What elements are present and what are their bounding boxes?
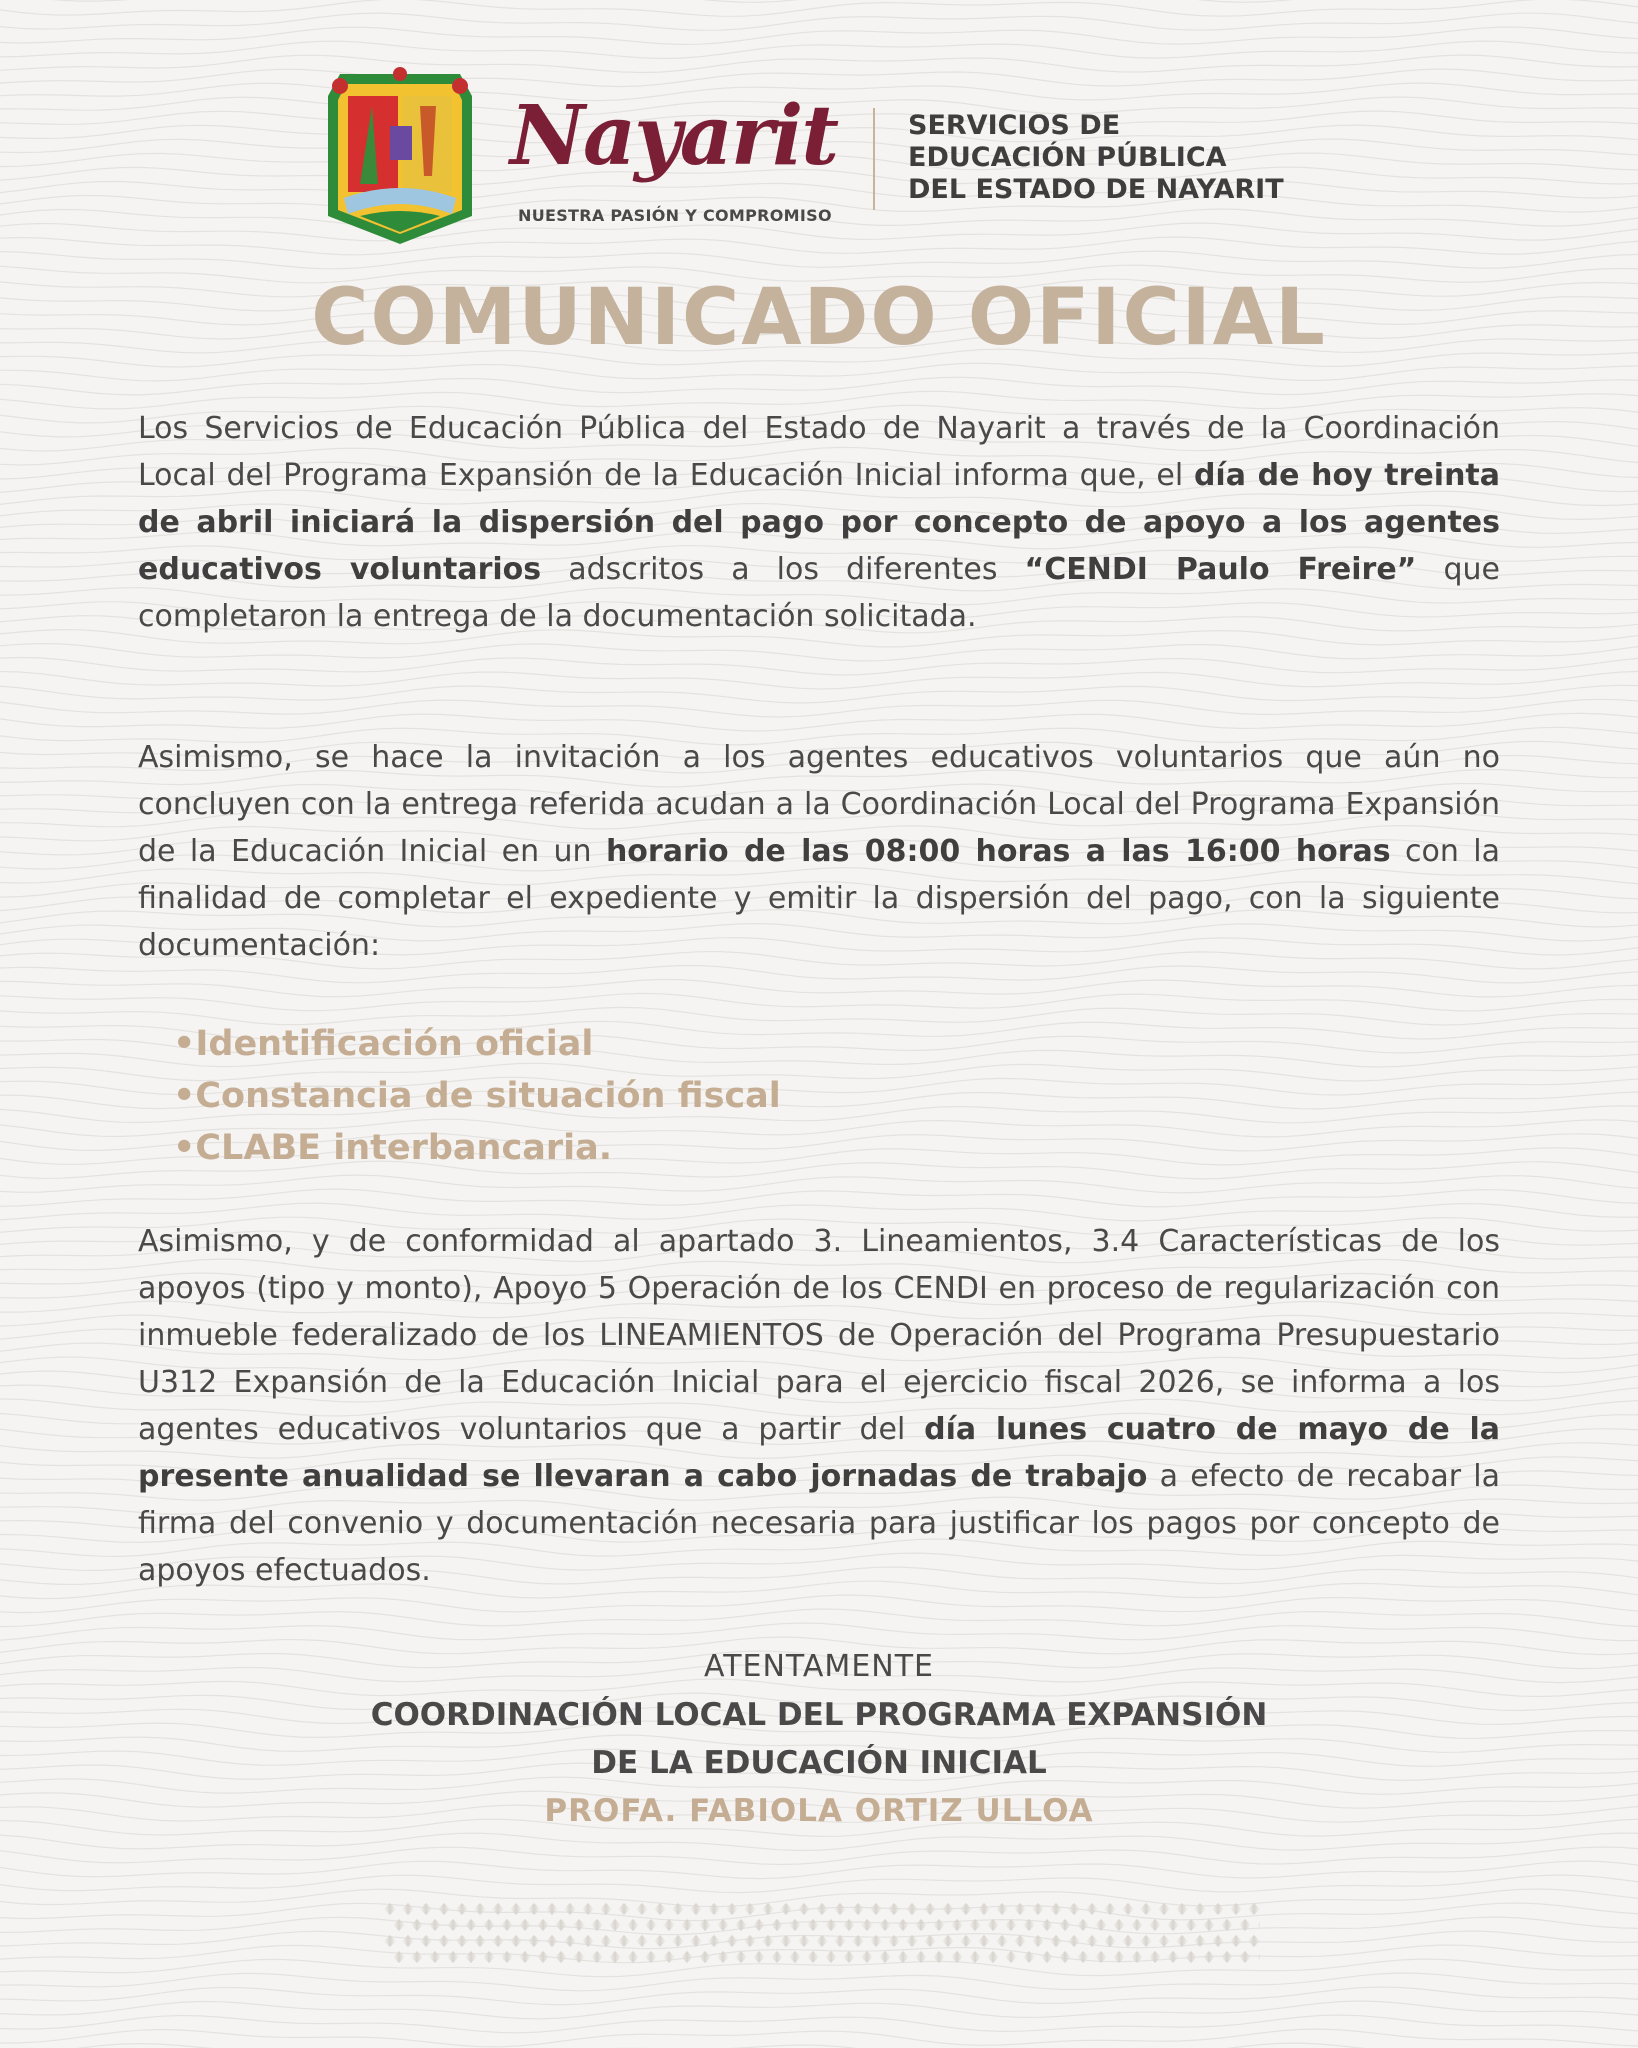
pattern-diamond bbox=[591, 1919, 603, 1931]
paragraph-text: Asimismo, se hace la invitación a los agentes educativos voluntarios que aún no concluyen con la entrega referida acudan a la Coordinación Local del Programa Expansión de la Educación Inicial en un bbox=[138, 740, 1500, 869]
pattern-diamond bbox=[654, 1935, 666, 1947]
pattern-diamond bbox=[969, 1951, 981, 1963]
pattern-diamond bbox=[654, 1903, 666, 1915]
paragraph-emphasis: “CENDI Paulo Freire” bbox=[1024, 552, 1417, 587]
pattern-diamond bbox=[708, 1903, 720, 1915]
pattern-diamond bbox=[663, 1951, 675, 1963]
pattern-diamond bbox=[1230, 1935, 1242, 1947]
pattern-diamond bbox=[834, 1935, 846, 1947]
pattern-diamond bbox=[906, 1935, 918, 1947]
pattern-diamond bbox=[1248, 1935, 1260, 1947]
pattern-diamond bbox=[1050, 1903, 1062, 1915]
pattern-diamond bbox=[1131, 1919, 1143, 1931]
pattern-diamond bbox=[735, 1919, 747, 1931]
paragraph-work-sessions bbox=[138, 1218, 1500, 1594]
pattern-diamond bbox=[843, 1951, 855, 1963]
pattern-diamond bbox=[1032, 1935, 1044, 1947]
pattern-diamond bbox=[609, 1951, 621, 1963]
pattern-diamond bbox=[798, 1935, 810, 1947]
agency-line: SERVICIOS DE bbox=[908, 110, 1121, 141]
brand-tagline: NUESTRA PASIÓN Y COMPROMISO bbox=[518, 206, 832, 225]
pattern-diamond bbox=[1185, 1951, 1197, 1963]
pattern-diamond bbox=[681, 1951, 693, 1963]
pattern-diamond bbox=[870, 1903, 882, 1915]
pattern-diamond bbox=[1086, 1935, 1098, 1947]
pattern-diamond bbox=[510, 1935, 522, 1947]
pattern-diamond bbox=[879, 1919, 891, 1931]
list-item: •Identificación oficial bbox=[173, 1024, 594, 1064]
pattern-diamond bbox=[474, 1903, 486, 1915]
pattern-diamond bbox=[789, 1919, 801, 1931]
pattern-diamond bbox=[762, 1903, 774, 1915]
pattern-diamond bbox=[870, 1935, 882, 1947]
header-divider bbox=[873, 108, 875, 210]
pattern-diamond bbox=[1185, 1919, 1197, 1931]
pattern-diamond bbox=[717, 1951, 729, 1963]
pattern-diamond bbox=[906, 1903, 918, 1915]
pattern-diamond bbox=[1140, 1903, 1152, 1915]
pattern-diamond bbox=[672, 1903, 684, 1915]
pattern-diamond bbox=[1068, 1935, 1080, 1947]
pattern-diamond bbox=[1176, 1935, 1188, 1947]
paragraph-text: con la finalidad de completar el expediente y emitir la dispersión del pago, con la siguiente documentación: bbox=[138, 834, 1501, 963]
pattern-diamond bbox=[483, 1919, 495, 1931]
pattern-diamond bbox=[681, 1919, 693, 1931]
pattern-diamond bbox=[492, 1903, 504, 1915]
pattern-diamond bbox=[582, 1903, 594, 1915]
pattern-diamond bbox=[564, 1903, 576, 1915]
pattern-diamond bbox=[411, 1919, 423, 1931]
pattern-diamond bbox=[456, 1935, 468, 1947]
pattern-diamond bbox=[690, 1903, 702, 1915]
pattern-diamond bbox=[438, 1903, 450, 1915]
pattern-diamond bbox=[474, 1935, 486, 1947]
pattern-diamond bbox=[816, 1935, 828, 1947]
paragraph-text: adscritos a los diferentes bbox=[541, 552, 1025, 587]
pattern-diamond bbox=[861, 1951, 873, 1963]
pattern-diamond bbox=[960, 1903, 972, 1915]
pattern-diamond bbox=[897, 1951, 909, 1963]
pattern-diamond bbox=[1077, 1951, 1089, 1963]
pattern-diamond bbox=[1167, 1919, 1179, 1931]
pattern-diamond bbox=[573, 1951, 585, 1963]
pattern-diamond bbox=[1086, 1903, 1098, 1915]
pattern-diamond bbox=[996, 1903, 1008, 1915]
pattern-diamond bbox=[951, 1919, 963, 1931]
pattern-diamond bbox=[618, 1935, 630, 1947]
pattern-diamond bbox=[861, 1919, 873, 1931]
pattern-diamond bbox=[1248, 1903, 1260, 1915]
pattern-diamond bbox=[636, 1935, 648, 1947]
pattern-diamond bbox=[1005, 1951, 1017, 1963]
pattern-diamond bbox=[1095, 1919, 1107, 1931]
pattern-diamond bbox=[528, 1935, 540, 1947]
pattern-diamond bbox=[879, 1951, 891, 1963]
pattern-diamond bbox=[717, 1919, 729, 1931]
pattern-diamond bbox=[1167, 1951, 1179, 1963]
pattern-diamond bbox=[492, 1935, 504, 1947]
pattern-diamond bbox=[636, 1903, 648, 1915]
pattern-diamond bbox=[789, 1951, 801, 1963]
pattern-diamond bbox=[762, 1935, 774, 1947]
pattern-diamond bbox=[447, 1951, 459, 1963]
pattern-diamond bbox=[960, 1935, 972, 1947]
pattern-diamond bbox=[501, 1919, 513, 1931]
paragraph-invitation bbox=[138, 734, 1500, 969]
signature-block bbox=[0, 1643, 1638, 1835]
pattern-diamond bbox=[519, 1951, 531, 1963]
pattern-diamond bbox=[1221, 1951, 1233, 1963]
pattern-diamond bbox=[1041, 1919, 1053, 1931]
pattern-diamond bbox=[555, 1919, 567, 1931]
pattern-diamond bbox=[1131, 1951, 1143, 1963]
agency-name bbox=[908, 110, 1348, 206]
pattern-diamond bbox=[663, 1919, 675, 1931]
pattern-diamond bbox=[546, 1903, 558, 1915]
pattern-diamond bbox=[888, 1935, 900, 1947]
pattern-diamond bbox=[852, 1903, 864, 1915]
pattern-diamond bbox=[825, 1919, 837, 1931]
signature-name: PROFA. FABIOLA ORTIZ ULLOA bbox=[544, 1793, 1094, 1829]
pattern-diamond bbox=[924, 1903, 936, 1915]
pattern-diamond bbox=[438, 1935, 450, 1947]
pattern-diamond bbox=[915, 1919, 927, 1931]
pattern-diamond bbox=[564, 1935, 576, 1947]
pattern-diamond bbox=[1104, 1935, 1116, 1947]
pattern-diamond bbox=[591, 1951, 603, 1963]
pattern-diamond bbox=[780, 1935, 792, 1947]
pattern-diamond bbox=[519, 1919, 531, 1931]
pattern-diamond bbox=[1203, 1951, 1215, 1963]
pattern-diamond bbox=[600, 1935, 612, 1947]
pattern-diamond bbox=[915, 1951, 927, 1963]
required-documents-list bbox=[173, 1018, 781, 1174]
pattern-diamond bbox=[1212, 1935, 1224, 1947]
pattern-diamond bbox=[483, 1951, 495, 1963]
pattern-diamond bbox=[1068, 1903, 1080, 1915]
pattern-diamond bbox=[429, 1951, 441, 1963]
pattern-diamond bbox=[1041, 1951, 1053, 1963]
pattern-diamond bbox=[933, 1951, 945, 1963]
pattern-diamond bbox=[1023, 1951, 1035, 1963]
pattern-diamond bbox=[627, 1951, 639, 1963]
pattern-diamond bbox=[924, 1935, 936, 1947]
pattern-diamond bbox=[1059, 1919, 1071, 1931]
pattern-diamond bbox=[1122, 1903, 1134, 1915]
pattern-diamond bbox=[1023, 1919, 1035, 1931]
pattern-diamond bbox=[744, 1903, 756, 1915]
pattern-diamond bbox=[933, 1919, 945, 1931]
pattern-diamond bbox=[501, 1951, 513, 1963]
paragraph-text: Asimismo, y de conformidad al apartado 3. Lineamientos, 3.4 Características de los apoyos (tipo y monto), Apoyo 5 Operación de los CENDI en proceso de regularización con inmueble federalizado de los LINEAMIENTOS de Operación del Programa Presupuestario U312 Expansión de la Educación Inicial para el ejercicio fiscal 2026, se informa a los agentes educativos voluntarios que a partir del bbox=[138, 1224, 1500, 1447]
pattern-diamond bbox=[1221, 1919, 1233, 1931]
pattern-diamond bbox=[1104, 1903, 1116, 1915]
pattern-diamond bbox=[456, 1903, 468, 1915]
signature-organization: DE LA EDUCACIÓN INICIAL bbox=[591, 1745, 1047, 1781]
pattern-diamond bbox=[951, 1951, 963, 1963]
list-item: •Constancia de situación fiscal bbox=[173, 1076, 781, 1116]
pattern-diamond bbox=[852, 1935, 864, 1947]
pattern-diamond bbox=[510, 1903, 522, 1915]
pattern-diamond bbox=[1077, 1919, 1089, 1931]
pattern-diamond bbox=[1032, 1903, 1044, 1915]
pattern-diamond bbox=[1158, 1903, 1170, 1915]
paragraph-payment-dispersion bbox=[138, 405, 1500, 640]
pattern-diamond bbox=[465, 1919, 477, 1931]
pattern-diamond bbox=[582, 1935, 594, 1947]
pattern-diamond bbox=[1149, 1951, 1161, 1963]
pattern-diamond bbox=[1005, 1919, 1017, 1931]
pattern-diamond bbox=[1014, 1935, 1026, 1947]
pattern-diamond bbox=[411, 1951, 423, 1963]
pattern-diamond bbox=[987, 1951, 999, 1963]
pattern-diamond bbox=[645, 1951, 657, 1963]
pattern-diamond bbox=[771, 1919, 783, 1931]
pattern-diamond bbox=[537, 1919, 549, 1931]
pattern-diamond bbox=[753, 1919, 765, 1931]
paragraph-text: a efecto de recabar la firma del convenio y documentación necesaria para justificar los pagos por concepto de apoyos efectuados. bbox=[138, 1459, 1501, 1588]
pattern-diamond bbox=[1203, 1919, 1215, 1931]
pattern-diamond bbox=[1194, 1935, 1206, 1947]
pattern-diamond bbox=[744, 1935, 756, 1947]
brand-logo bbox=[510, 86, 838, 236]
pattern-diamond bbox=[573, 1919, 585, 1931]
pattern-diamond bbox=[393, 1951, 405, 1963]
pattern-diamond bbox=[1239, 1951, 1251, 1963]
pattern-diamond bbox=[753, 1951, 765, 1963]
pattern-diamond bbox=[447, 1919, 459, 1931]
pattern-diamond bbox=[1050, 1935, 1062, 1947]
decorative-pattern-band bbox=[380, 1895, 1260, 1975]
pattern-diamond bbox=[672, 1935, 684, 1947]
pattern-diamond bbox=[816, 1903, 828, 1915]
pattern-diamond bbox=[1257, 1919, 1260, 1931]
pattern-diamond bbox=[645, 1919, 657, 1931]
pattern-diamond bbox=[1140, 1935, 1152, 1947]
pattern-diamond bbox=[771, 1951, 783, 1963]
signature-organization: COORDINACIÓN LOCAL DEL PROGRAMA EXPANSIÓN bbox=[370, 1697, 1268, 1733]
pattern-diamond bbox=[465, 1951, 477, 1963]
agency-line: EDUCACIÓN PÚBLICA bbox=[908, 142, 1227, 173]
pattern-diamond bbox=[834, 1903, 846, 1915]
pattern-diamond bbox=[978, 1903, 990, 1915]
pattern-diamond bbox=[528, 1903, 540, 1915]
pattern-diamond bbox=[393, 1919, 405, 1931]
pattern-diamond bbox=[996, 1935, 1008, 1947]
pattern-diamond bbox=[807, 1919, 819, 1931]
pattern-diamond bbox=[402, 1903, 414, 1915]
pattern-diamond bbox=[1122, 1935, 1134, 1947]
pattern-diamond bbox=[699, 1951, 711, 1963]
pattern-diamond bbox=[843, 1919, 855, 1931]
pattern-diamond bbox=[1230, 1903, 1242, 1915]
page-title: COMUNICADO OFICIAL bbox=[311, 273, 1327, 363]
pattern-diamond bbox=[1212, 1903, 1224, 1915]
pattern-diamond bbox=[627, 1919, 639, 1931]
pattern-diamond bbox=[1158, 1935, 1170, 1947]
pattern-diamond bbox=[780, 1903, 792, 1915]
paragraph-emphasis: horario de las 08:00 horas a las 16:00 horas bbox=[605, 834, 1391, 869]
pattern-diamond bbox=[726, 1903, 738, 1915]
paragraph-text: que completaron la entrega de la documentación solicitada. bbox=[138, 552, 1500, 634]
signature-closing: ATENTAMENTE bbox=[704, 1649, 934, 1684]
pattern-diamond bbox=[1176, 1903, 1188, 1915]
pattern-diamond bbox=[609, 1919, 621, 1931]
pattern-diamond bbox=[618, 1903, 630, 1915]
pattern-diamond bbox=[942, 1903, 954, 1915]
pattern-diamond bbox=[978, 1935, 990, 1947]
header bbox=[320, 66, 1330, 246]
pattern-diamond bbox=[726, 1935, 738, 1947]
pattern-diamond bbox=[708, 1935, 720, 1947]
pattern-diamond bbox=[420, 1903, 432, 1915]
pattern-diamond bbox=[1194, 1903, 1206, 1915]
pattern-diamond bbox=[600, 1903, 612, 1915]
pattern-diamond bbox=[1113, 1919, 1125, 1931]
pattern-diamond bbox=[1239, 1919, 1251, 1931]
pattern-diamond bbox=[537, 1951, 549, 1963]
pattern-diamond bbox=[735, 1951, 747, 1963]
pattern-diamond bbox=[420, 1935, 432, 1947]
pattern-diamond bbox=[690, 1935, 702, 1947]
pattern-diamond bbox=[1014, 1903, 1026, 1915]
pattern-diamond bbox=[1149, 1919, 1161, 1931]
nayarit-coat-of-arms-icon bbox=[320, 66, 480, 246]
pattern-diamond bbox=[942, 1935, 954, 1947]
pattern-diamond bbox=[897, 1919, 909, 1931]
pattern-diamond bbox=[402, 1935, 414, 1947]
brand-name: Nayarit bbox=[510, 88, 838, 184]
pattern-diamond bbox=[1095, 1951, 1107, 1963]
pattern-diamond bbox=[1257, 1951, 1260, 1963]
pattern-diamond bbox=[546, 1935, 558, 1947]
pattern-diamond bbox=[807, 1951, 819, 1963]
pattern-diamond bbox=[1059, 1951, 1071, 1963]
pattern-diamond bbox=[969, 1919, 981, 1931]
pattern-diamond bbox=[429, 1919, 441, 1931]
pattern-diamond bbox=[888, 1903, 900, 1915]
pattern-diamond bbox=[555, 1951, 567, 1963]
paragraph-emphasis: día de hoy treinta de abril iniciará la dispersión del pago por concepto de apoyo a los agentes educativos voluntarios bbox=[138, 458, 1501, 587]
paragraph-emphasis: día lunes cuatro de mayo de la presente anualidad se llevaran a cabo jornadas de trabajo bbox=[138, 1412, 1500, 1494]
agency-line: DEL ESTADO DE NAYARIT bbox=[908, 174, 1284, 205]
pattern-diamond bbox=[384, 1935, 396, 1947]
pattern-diamond bbox=[384, 1903, 396, 1915]
pattern-diamond bbox=[987, 1919, 999, 1931]
pattern-diamond bbox=[825, 1951, 837, 1963]
list-item: •CLABE interbancaria. bbox=[173, 1128, 612, 1168]
pattern-diamond bbox=[699, 1919, 711, 1931]
pattern-diamond bbox=[798, 1903, 810, 1915]
paragraph-text: Los Servicios de Educación Pública del Estado de Nayarit a través de la Coordinación Local del Programa Expansión de la Educación Inicial informa que, el bbox=[138, 411, 1500, 493]
pattern-diamond bbox=[1113, 1951, 1125, 1963]
